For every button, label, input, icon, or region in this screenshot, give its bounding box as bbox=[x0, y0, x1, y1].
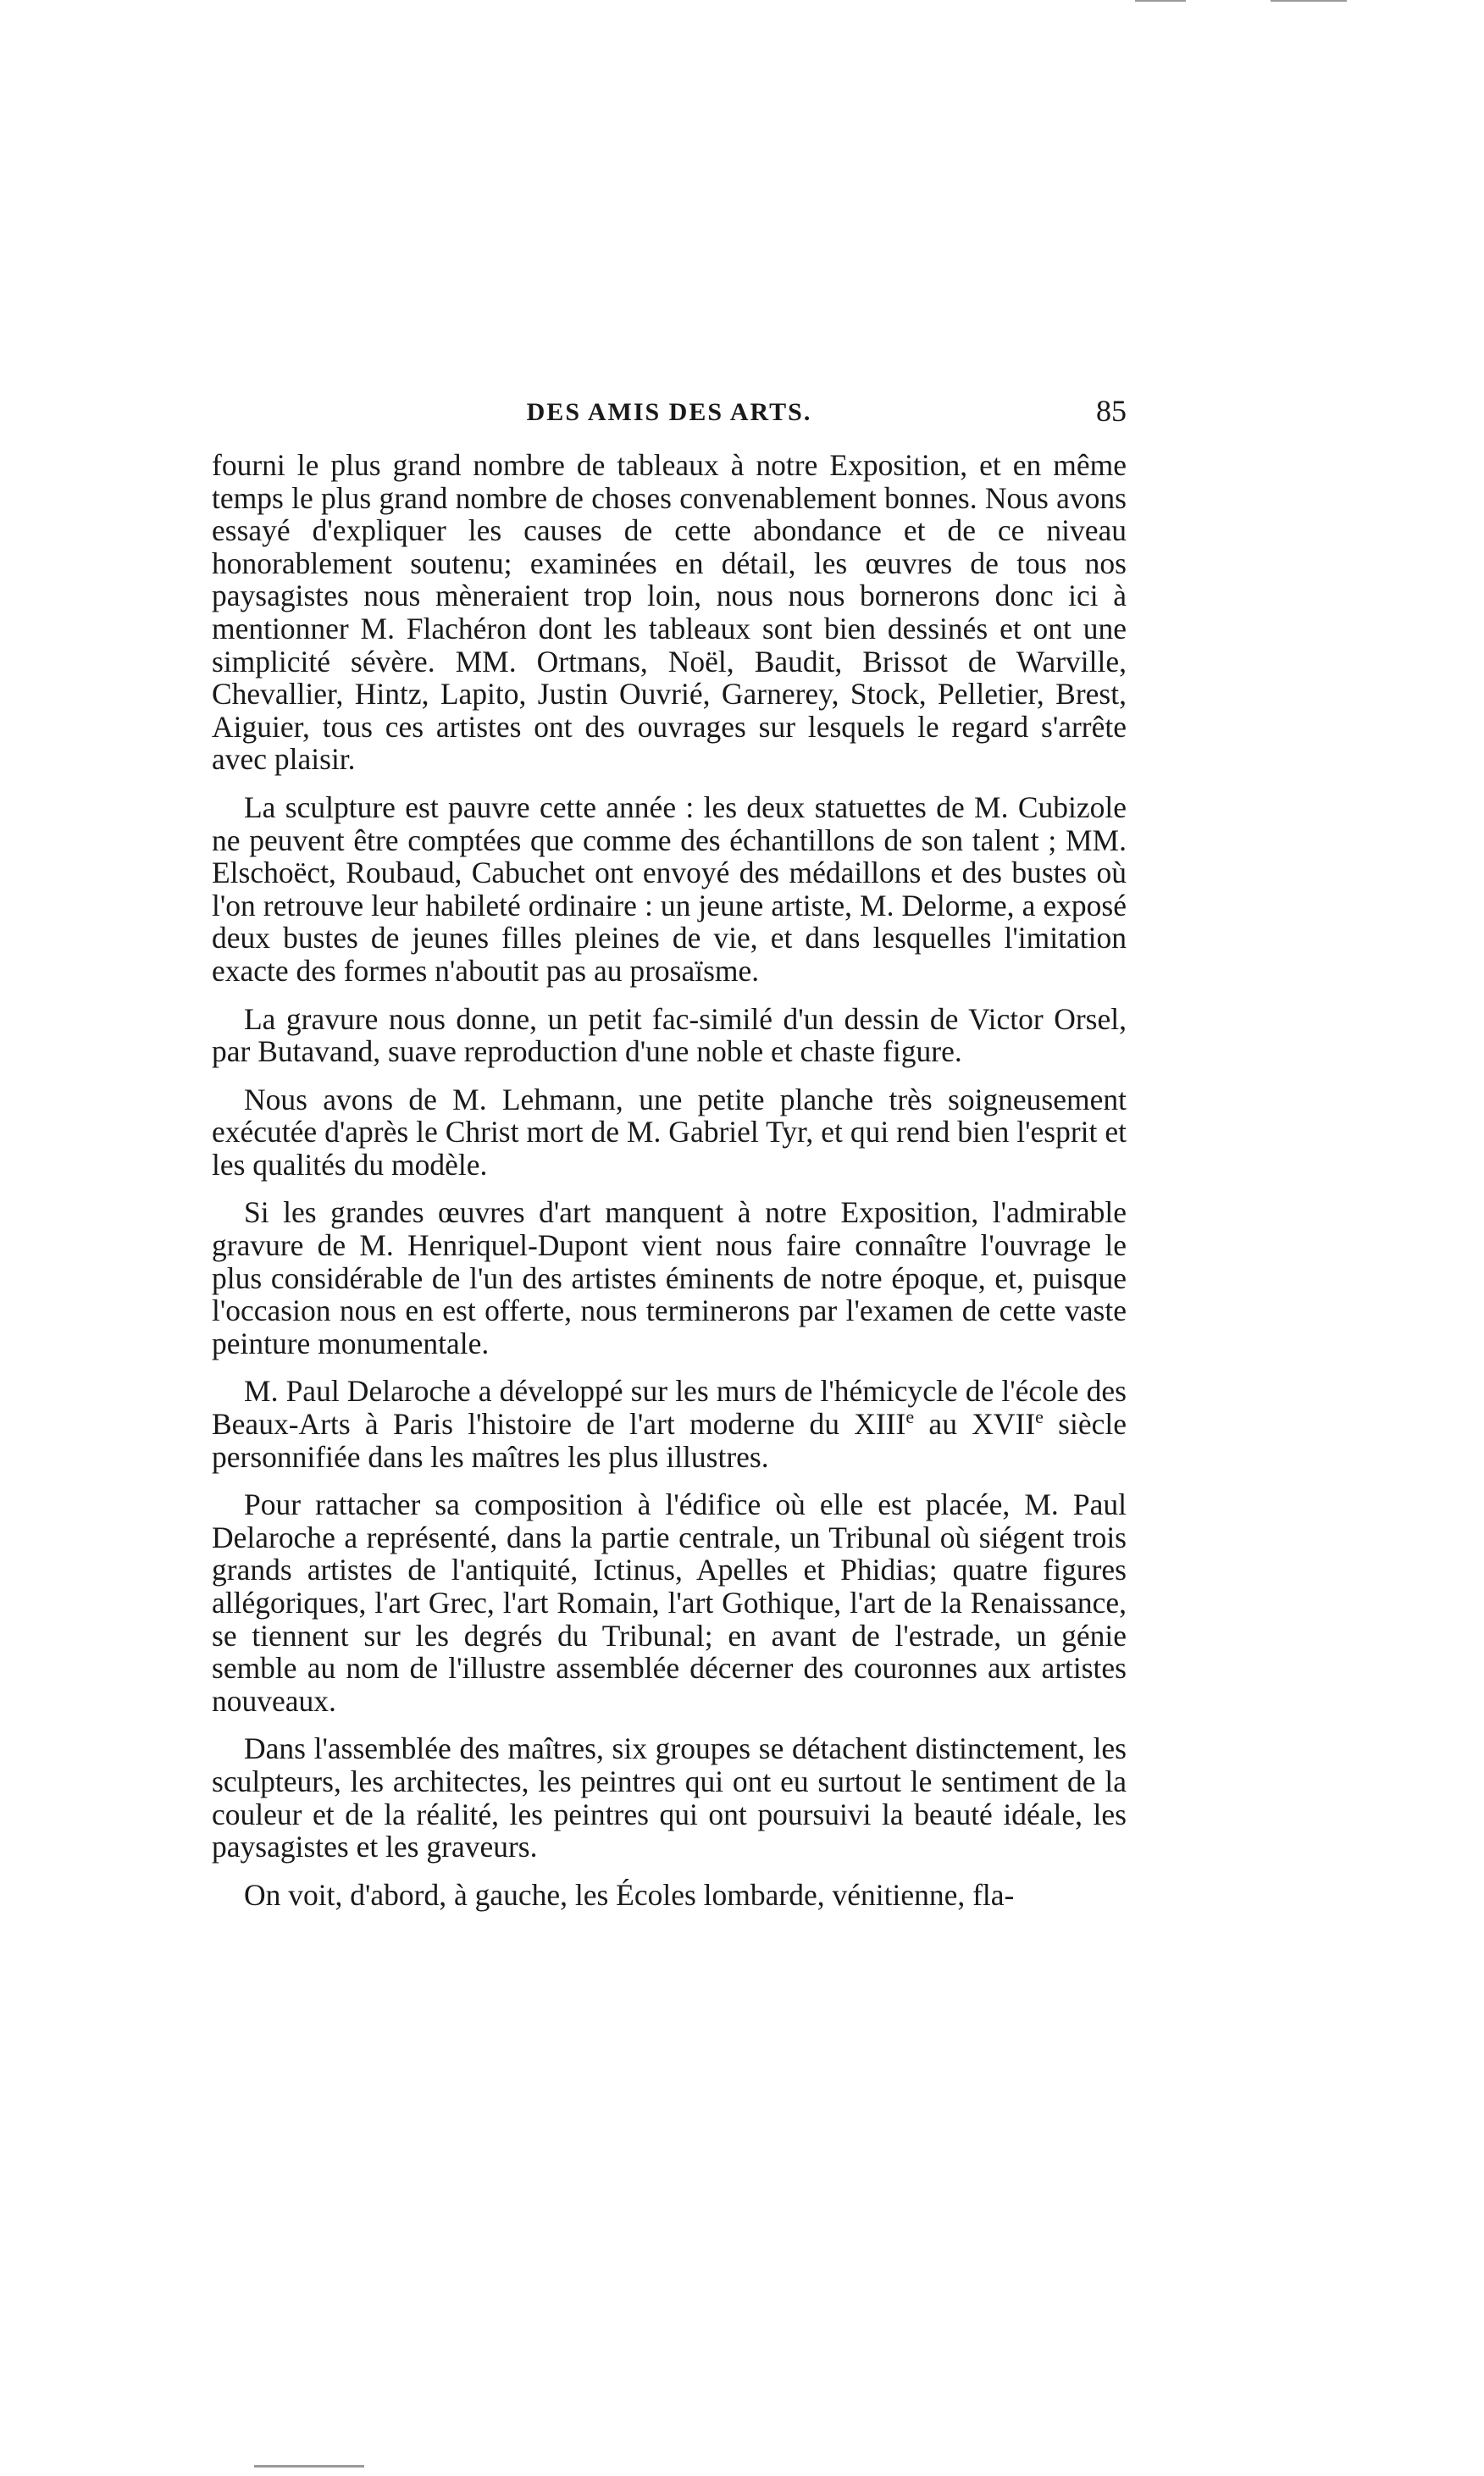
paragraph-text-after: siècle personnifiée dans les maîtres les plus illustres. bbox=[212, 1407, 1127, 1474]
body-text bbox=[212, 449, 1127, 1926]
paragraph-delaroche-hemicycle bbox=[212, 1375, 1127, 1473]
page-header bbox=[212, 394, 1127, 449]
scan-edge-mark-top bbox=[1135, 0, 1186, 2]
paragraph-henriquel-dupont: Si les grandes œuvres d'art manquent à notre Exposition, l'admirable gravure de M. Henriquel-Dupont vient nous faire connaître l'ouvrage le plus considérable de l'un des artistes éminents de notre époque, et, puisque l'occasion nous en est offerte, nous terminerons par l'examen de cette vaste peinture monumentale. bbox=[212, 1195, 1127, 1360]
paragraph-text-middle: au XVII bbox=[914, 1407, 1036, 1442]
page-number: 85 bbox=[1096, 394, 1127, 428]
paragraph-text-before: M. Paul Delaroche a développé sur les murs de l'hémicycle de l'école des Beaux-Arts à Paris l'histoire de l'art moderne du XIII bbox=[212, 1374, 1127, 1442]
paragraph-sculpture: La sculpture est pauvre cette année : les deux statuettes de M. Cubizole ne peuvent être comptées que comme des échantillons de son talent ; MM. Elschoëct, Roubaud, Cabuchet ont envoyé des médaillons et des bustes où l'on retrouve leur habileté ordinaire : un jeune artiste, M. Delorme, a exposé deux bustes de jeunes filles pleines de vie, et dans lesquelles l'imitation exacte des formes n'aboutit pas au prosaïsme. bbox=[212, 789, 1127, 988]
century-superscript: e bbox=[1035, 1406, 1044, 1428]
century-superscript: e bbox=[905, 1406, 915, 1428]
paragraph-assembly-groups: Dans l'assemblée des maîtres, six groupes se détachent distinctement, les sculpteurs, les architectes, les peintres qui ont eu surtout le sentiment de la couleur et de la réalité, les peintres qui ont poursuivi la beauté idéale, les paysagistes et les graveurs. bbox=[212, 1731, 1127, 1864]
paragraph-lehmann: Nous avons de M. Lehmann, une petite planche très soigneusement exécutée d'après le Christ mort de M. Gabriel Tyr, et qui rend bien l'esprit et les qualités du modèle. bbox=[212, 1082, 1127, 1182]
scan-edge-mark-top-right bbox=[1271, 0, 1347, 2]
paragraph-landscape-painters: fourni le plus grand nombre de tableaux à notre Exposition, et en même temps le plus grand nombre de choses convenablement bonnes. Nous avons essayé d'expliquer les causes de cette abondance et de ce niveau honorablement soutenu; examinées en détail, les œuvres de tous nos paysagistes nous mèneraient trop loin, nous nous bornerons donc ici à mentionner M. Flachéron dont les tableaux sont bien dessinés et ont une simplicité sévère. MM. Ortmans, Noël, Baudit, Brissot de Warville, Chevallier, Hintz, Lapito, Justin Ouvrié, Garnerey, Stock, Pelletier, Brest, Aiguier, tous ces artistes ont des ouvrages sur lesquels le regard s'arrête avec plaisir. bbox=[212, 448, 1127, 777]
running-title: DES AMIS DES ARTS. bbox=[526, 398, 812, 426]
scan-edge-mark-bottom bbox=[254, 2465, 364, 2468]
paragraph-engraving: La gravure nous donne, un petit fac-similé d'un dessin de Victor Orsel, par Butavand, suave reproduction d'une noble et chaste figure. bbox=[212, 1001, 1127, 1069]
paragraph-schools: On voit, d'abord, à gauche, les Écoles lombarde, vénitienne, fla- bbox=[244, 1877, 1015, 1912]
paragraph-tribunal: Pour rattacher sa composition à l'édifice où elle est placée, M. Paul Delaroche a représenté, dans la partie centrale, un Tribunal où siégent trois grands artistes de l'antiquité, Ictinus, Apelles et Phidias; quatre figures allégoriques, l'art Grec, l'art Romain, l'art Gothique, l'art de la Renaissance, se tiennent sur les degrés du Tribunal; en avant de l'estrade, un génie semble au nom de l'illustre assemblée décerner des couronnes aux artistes nouveaux. bbox=[212, 1487, 1127, 1718]
